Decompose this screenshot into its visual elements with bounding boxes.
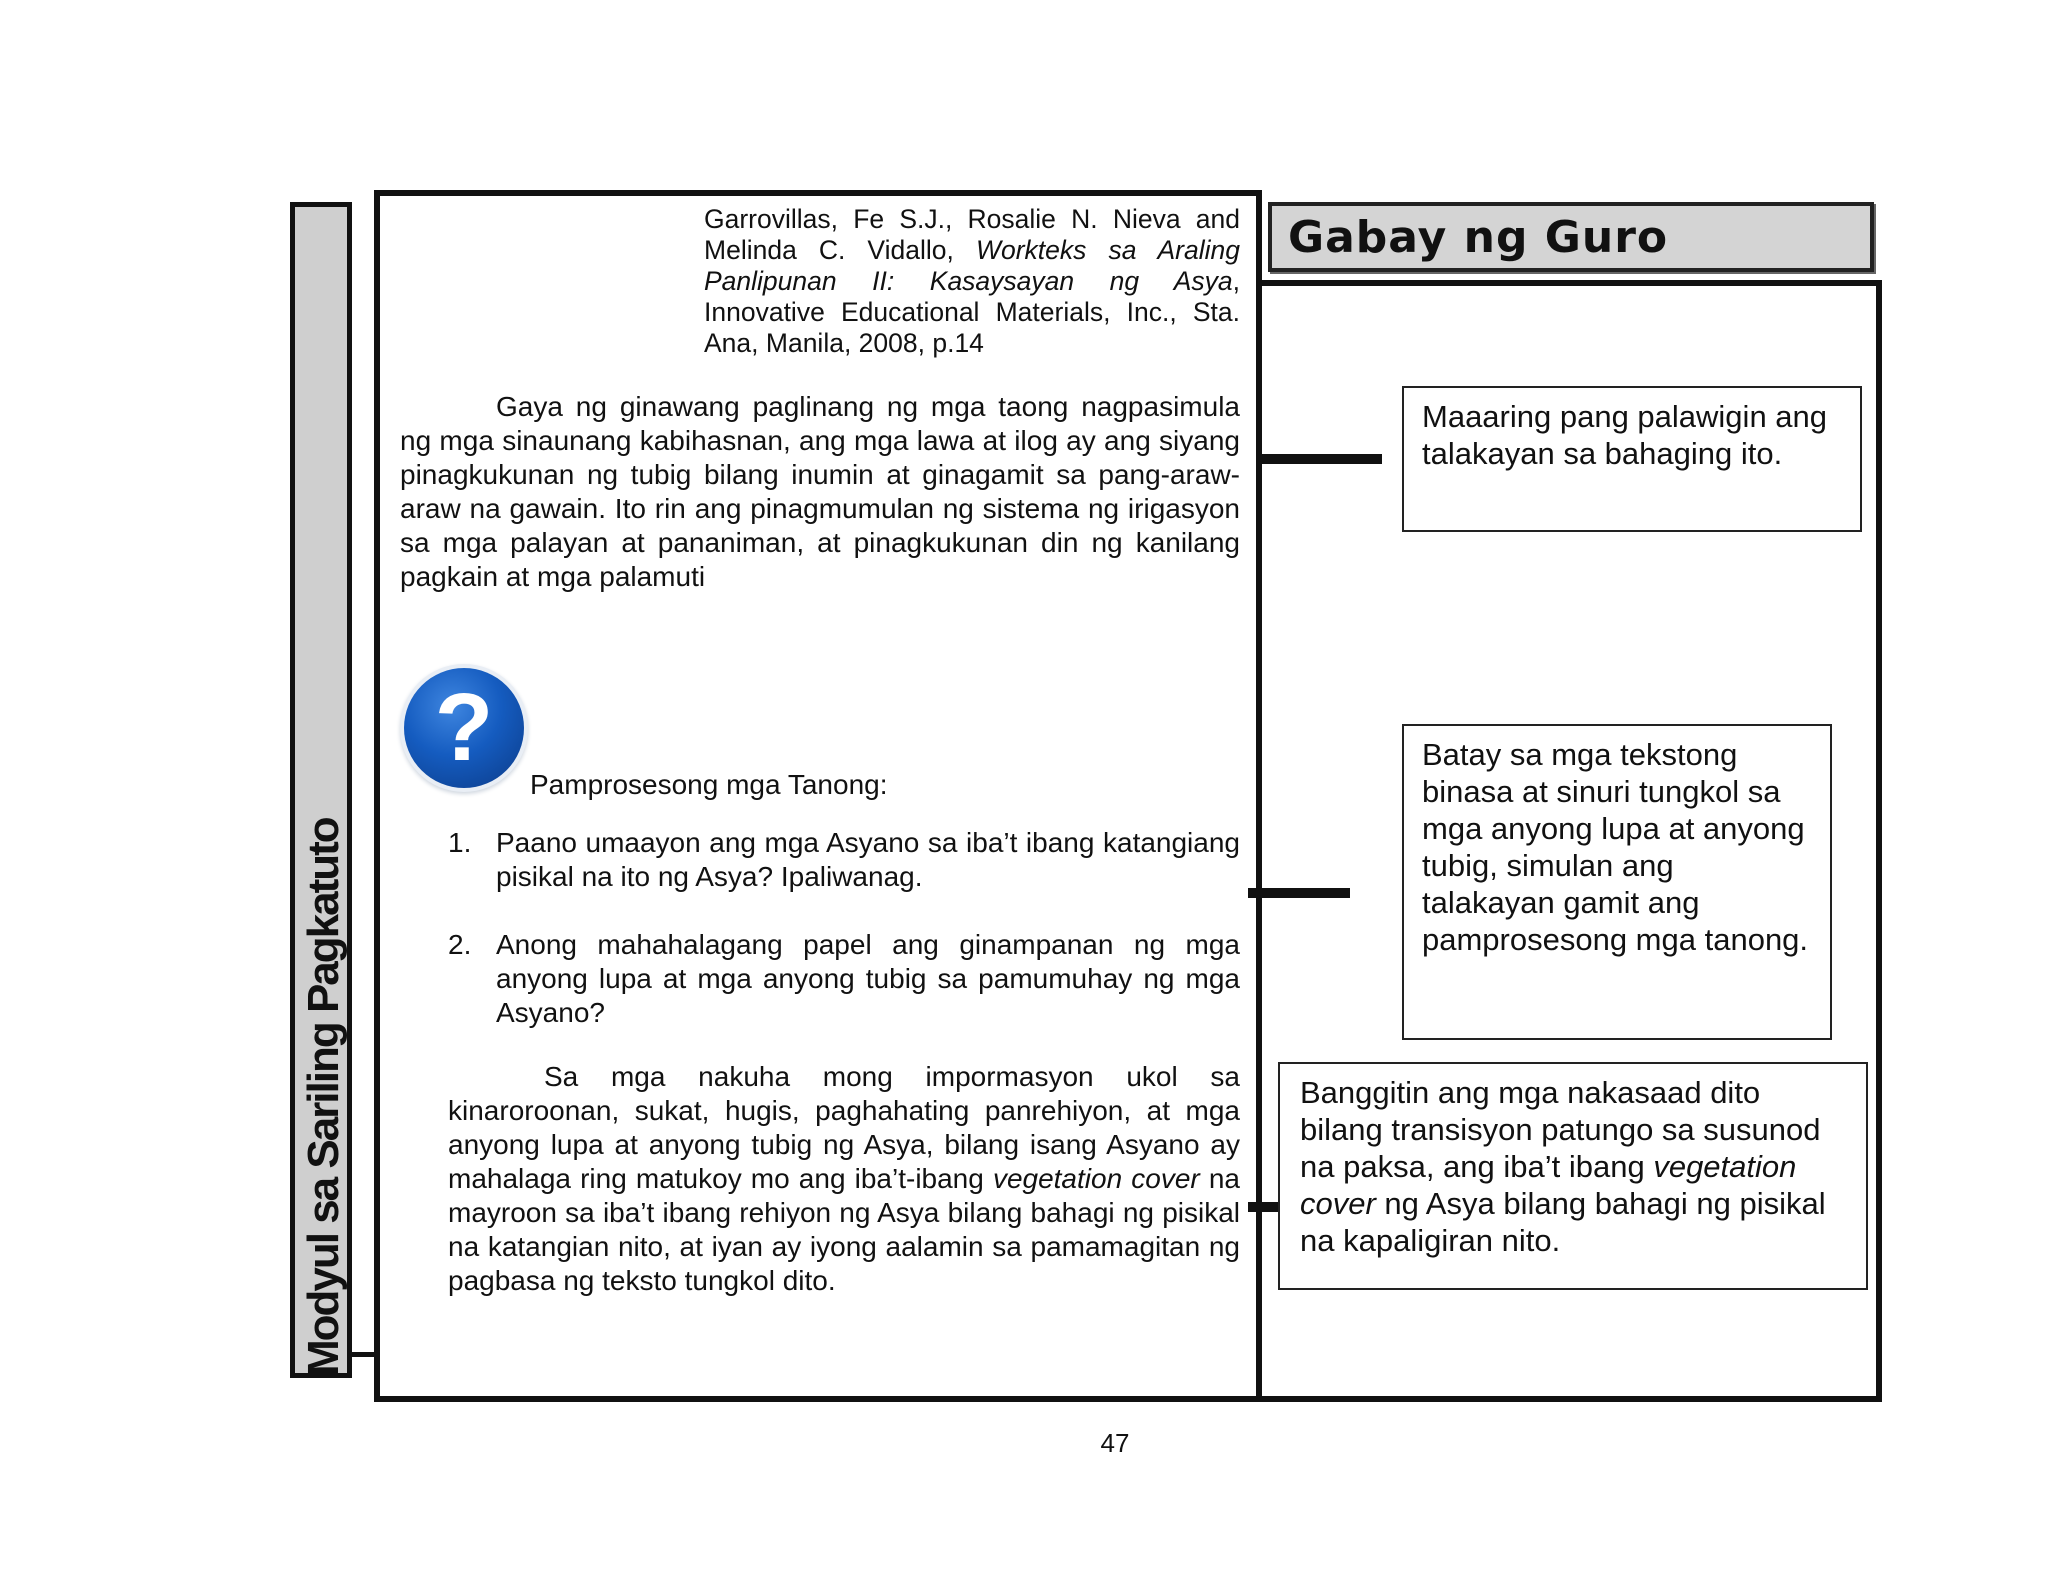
citation-title: Workteks sa Araling Panlipunan II: Kasaysayan ng Asya: [704, 235, 1240, 296]
paragraph-2-text-a: Sa mga nakuha mong impormasyon ukol sa kinaroroonan, sukat, hugis, paghahating panrehiyon, at mga anyong lupa at anyong tubig ng Asya, bilang isang Asyano ay mahalaga ring matukoy mo ang iba’t-ibang: [448, 1061, 1240, 1194]
connector-line-3: [1248, 1202, 1278, 1212]
question-text: Paano umaayon ang mga Asyano sa iba’t ibang katangiang pisikal na ito ng Asya? Ipaliwanag.: [496, 827, 1240, 892]
note-3-text-a: Banggitin ang mga nakasaad dito bilang transisyon patungo sa susunod na paksa, ang iba’t ibang: [1300, 1075, 1821, 1184]
question-text: Anong mahahalagang papel ang ginampanan ng mga anyong lupa at mga anyong tubig sa pamumuhay ng mga Asyano?: [496, 929, 1240, 1028]
note-3-text-b: ng Asya bilang bahagi ng pisikal na kapaligiran nito.: [1300, 1186, 1826, 1258]
guide-header: [1268, 202, 1874, 272]
guide-header-title: Gabay ng Guro: [1288, 212, 1669, 263]
question-number: 1.: [448, 827, 472, 858]
question-item-2: [448, 928, 1240, 1030]
questions-heading: Pamprosesong mga Tanong:: [530, 769, 888, 800]
body-paragraph-2: [448, 1060, 1240, 1298]
question-item-1: [448, 826, 1240, 894]
guide-note-3: [1278, 1062, 1868, 1290]
paragraph-2-italic: vegetation cover: [992, 1163, 1200, 1194]
reference-citation: [704, 204, 1240, 359]
question-number: 2.: [448, 929, 472, 960]
citation-authors: Garrovillas, Fe S.J., Rosalie N. Nieva and Melinda C. Vidallo,: [704, 204, 1240, 265]
page-number: 47: [1100, 1428, 1130, 1458]
paragraph-2-text-b: na mayroon sa iba’t ibang rehiyon ng Asya bilang bahagi ng pisikal na katangian nito, at iyan ay iyong aalamin sa pamamagitan ng pagbasa ng teksto tungkol dito.: [448, 1163, 1240, 1296]
guide-note-1: Maaaring pang palawigin ang talakayan sa bahaging ito.: [1402, 386, 1862, 532]
spine-divider: [352, 1352, 374, 1357]
spine-label: Modyul sa Sariling Pagkatuto: [299, 818, 348, 1376]
guide-note-2: Batay sa mga tekstong binasa at sinuri tungkol sa mga anyong lupa at anyong tubig, simulan ang talakayan gamit ang pamprosesong mga tanong.: [1402, 724, 1832, 1040]
question-mark-glyph: ?: [434, 674, 494, 781]
note-3-italic: vegetation cover: [1300, 1149, 1797, 1221]
connector-line-2: [1248, 888, 1350, 898]
question-mark-icon: [404, 668, 524, 788]
body-paragraph-1: Gaya ng ginawang paglinang ng mga taong nagpasimula ng mga sinaunang kabihasnan, ang mga lawa at ilog ay ang siyang pinagkukunan ng tubig bilang inumin at ginagamit sa pang-araw-araw na gawain. Ito rin ang pinagmumulan ng sistema ng irigasyon sa mga palayan at pananiman, at pinagkukunan din ng kanilang pagkain at mga palamuti: [400, 391, 1240, 592]
citation-publisher: , Innovative Educational Materials, Inc., Sta. Ana, Manila, 2008, p.14: [704, 266, 1240, 358]
connector-line-1: [1262, 454, 1382, 464]
question-list: [448, 826, 1240, 1064]
